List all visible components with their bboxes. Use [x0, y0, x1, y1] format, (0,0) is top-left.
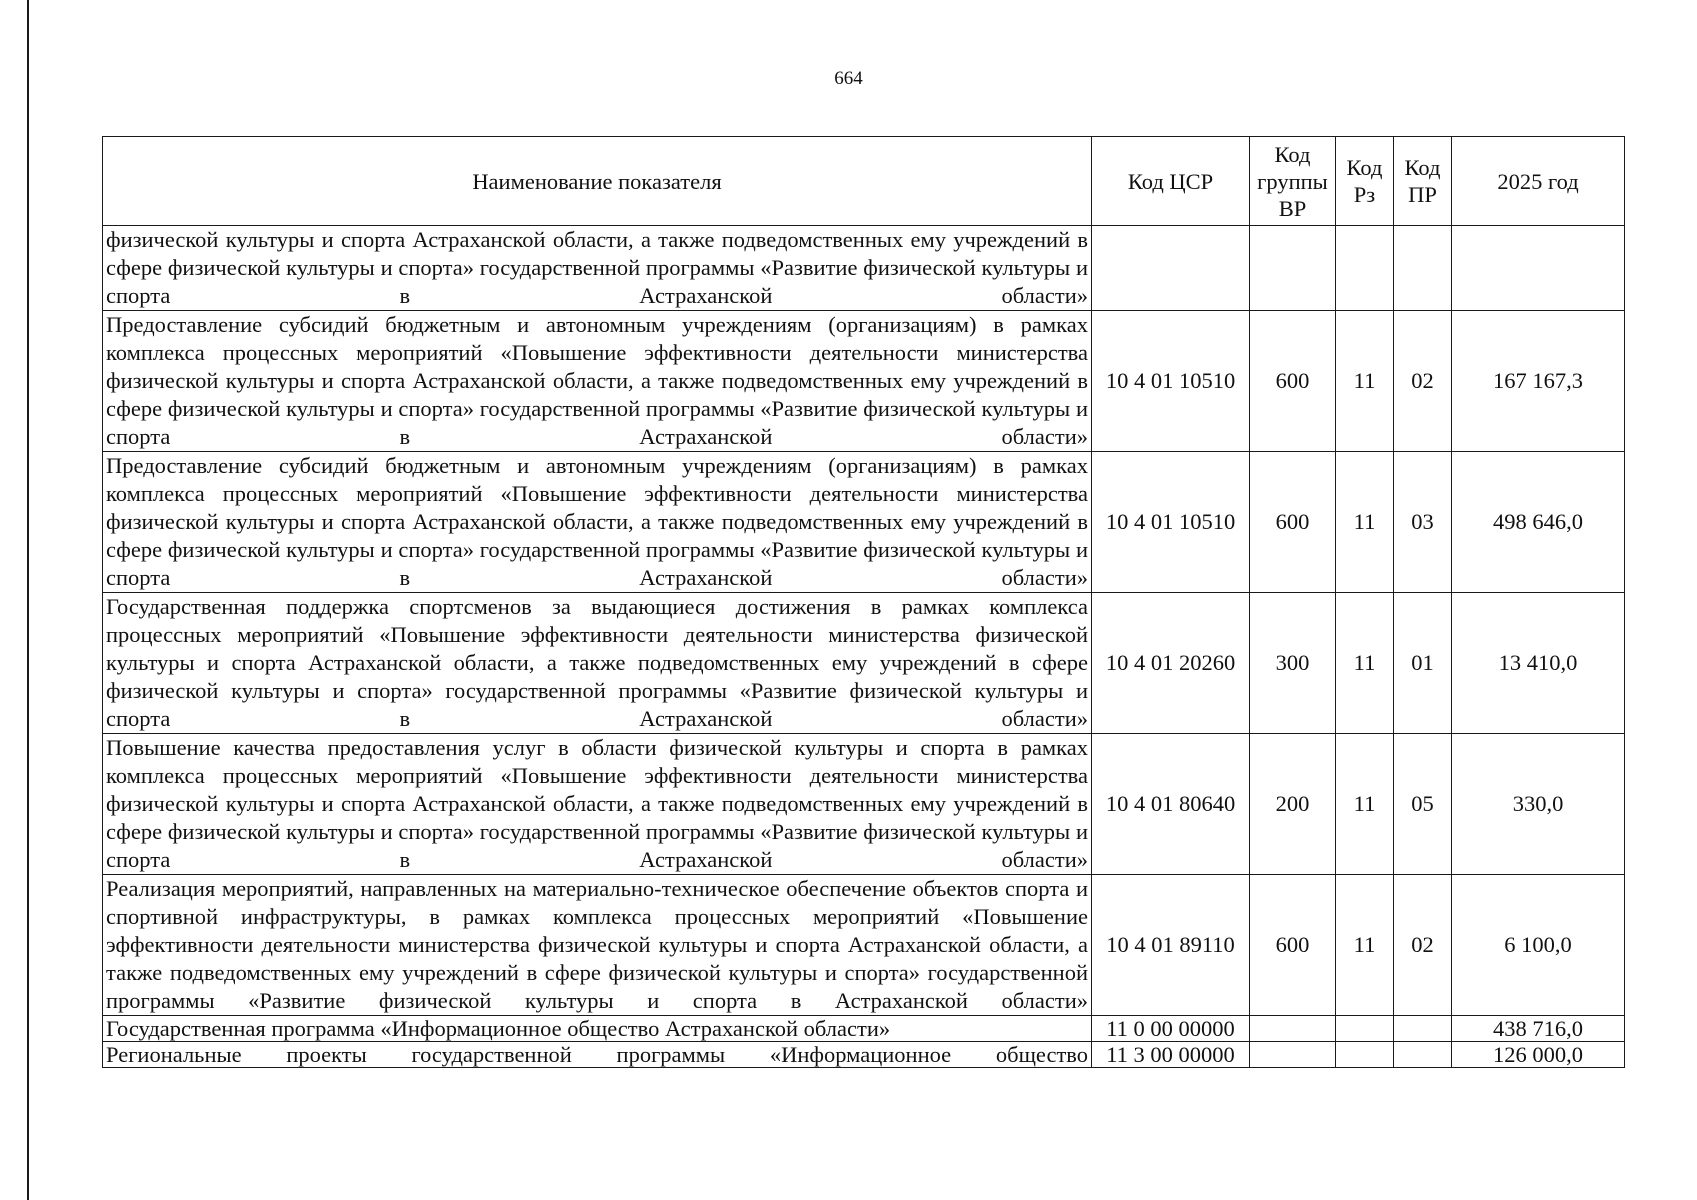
row-name: Предоставление субсидий бюджетным и автономным учреждениям (организациям) в рамках комплекса процессных мероприятий «Повышение эффективности деятельности министерства физической культуры и спорта Астраханской области, а также подведомственных ему учреждений в сфере физической культуры и спорта» государственной программы «Развитие физической культуры и спорта в Астраханской области»: [103, 452, 1092, 593]
row-vr: [1250, 226, 1336, 311]
row-csr: [1092, 226, 1250, 311]
row-vr: 600: [1250, 452, 1336, 593]
budget-table: [102, 136, 1625, 1068]
page-number: 664: [834, 68, 863, 89]
row-rz: [1336, 1016, 1394, 1042]
table-row: [103, 593, 1625, 734]
header-year: 2025 год: [1452, 137, 1625, 226]
row-name: Реализация мероприятий, направленных на материально-техническое обеспечение объектов спорта и спортивной инфраструктуры, в рамках комплекса процессных мероприятий «Повышение эффективности деятельности министерства физической культуры и спорта Астраханской области, а также подведомственных ему учреждений в сфере физической культуры и спорта» государственной программы «Развитие физической культуры и спорта в Астраханской области»: [103, 875, 1092, 1016]
row-csr: 10 4 01 80640: [1092, 734, 1250, 875]
row-name: физической культуры и спорта Астраханской области, а также подведомственных ему учреждений в сфере физической культуры и спорта» государственной программы «Развитие физической культуры и спорта в Астраханской области»: [103, 226, 1092, 311]
row-sum: [1452, 226, 1625, 311]
row-pr: [1394, 226, 1452, 311]
row-pr: [1394, 1016, 1452, 1042]
table-row: [103, 226, 1625, 311]
row-csr: 10 4 01 20260: [1092, 593, 1250, 734]
row-rz: 11: [1336, 875, 1394, 1016]
table-row: [103, 311, 1625, 452]
row-vr: 600: [1250, 875, 1336, 1016]
row-pr: 02: [1394, 875, 1452, 1016]
row-csr: 11 0 00 00000: [1092, 1016, 1250, 1042]
table-row: [103, 452, 1625, 593]
row-pr: 01: [1394, 593, 1452, 734]
row-vr: 600: [1250, 311, 1336, 452]
table-row: [103, 734, 1625, 875]
row-csr: 10 4 01 89110: [1092, 875, 1250, 1016]
header-pr: Код ПР: [1394, 137, 1452, 226]
table-row: [103, 1042, 1625, 1068]
row-rz: 11: [1336, 734, 1394, 875]
binding-line: [27, 0, 29, 1200]
header-name: Наименование показателя: [103, 137, 1092, 226]
table-row: [103, 875, 1625, 1016]
row-sum: 126 000,0: [1452, 1042, 1625, 1068]
row-sum: 167 167,3: [1452, 311, 1625, 452]
row-name: Повышение качества предоставления услуг в области физической культуры и спорта в рамках комплекса процессных мероприятий «Повышение эффективности деятельности министерства физической культуры и спорта Астраханской области, а также подведомственных ему учреждений в сфере физической культуры и спорта» государственной программы «Развитие физической культуры и спорта в Астраханской области»: [103, 734, 1092, 875]
row-csr: 10 4 01 10510: [1092, 452, 1250, 593]
row-rz: 11: [1336, 593, 1394, 734]
row-sum: 438 716,0: [1452, 1016, 1625, 1042]
row-rz: [1336, 1042, 1394, 1068]
row-rz: 11: [1336, 311, 1394, 452]
row-sum: 13 410,0: [1452, 593, 1625, 734]
row-sum: 498 646,0: [1452, 452, 1625, 593]
row-vr: [1250, 1016, 1336, 1042]
row-pr: 02: [1394, 311, 1452, 452]
row-name: Государственная программа «Информационное общество Астраханской области»: [103, 1016, 1092, 1042]
row-pr: 03: [1394, 452, 1452, 593]
row-vr: [1250, 1042, 1336, 1068]
row-pr: [1394, 1042, 1452, 1068]
row-pr: 05: [1394, 734, 1452, 875]
row-name: Государственная поддержка спортсменов за выдающиеся достижения в рамках комплекса процессных мероприятий «Повышение эффективности деятельности министерства физической культуры и спорта Астраханской области, а также подведомственных ему учреждений в сфере физической культуры и спорта» государственной программы «Развитие физической культуры и спорта в Астраханской области»: [103, 593, 1092, 734]
row-rz: 11: [1336, 452, 1394, 593]
header-csr: Код ЦСР: [1092, 137, 1250, 226]
row-rz: [1336, 226, 1394, 311]
row-sum: 330,0: [1452, 734, 1625, 875]
row-vr: 200: [1250, 734, 1336, 875]
row-name: Региональные проекты государственной программы «Информационное общество: [103, 1042, 1092, 1068]
row-csr: 11 3 00 00000: [1092, 1042, 1250, 1068]
header-vr: Код группы ВР: [1250, 137, 1336, 226]
row-vr: 300: [1250, 593, 1336, 734]
header-rz: Код Рз: [1336, 137, 1394, 226]
row-name: Предоставление субсидий бюджетным и автономным учреждениям (организациям) в рамках комплекса процессных мероприятий «Повышение эффективности деятельности министерства физической культуры и спорта Астраханской области, а также подведомственных ему учреждений в сфере физической культуры и спорта» государственной программы «Развитие физической культуры и спорта в Астраханской области»: [103, 311, 1092, 452]
row-sum: 6 100,0: [1452, 875, 1625, 1016]
row-csr: 10 4 01 10510: [1092, 311, 1250, 452]
table-row: [103, 1016, 1625, 1042]
table-header-row: [103, 137, 1625, 226]
